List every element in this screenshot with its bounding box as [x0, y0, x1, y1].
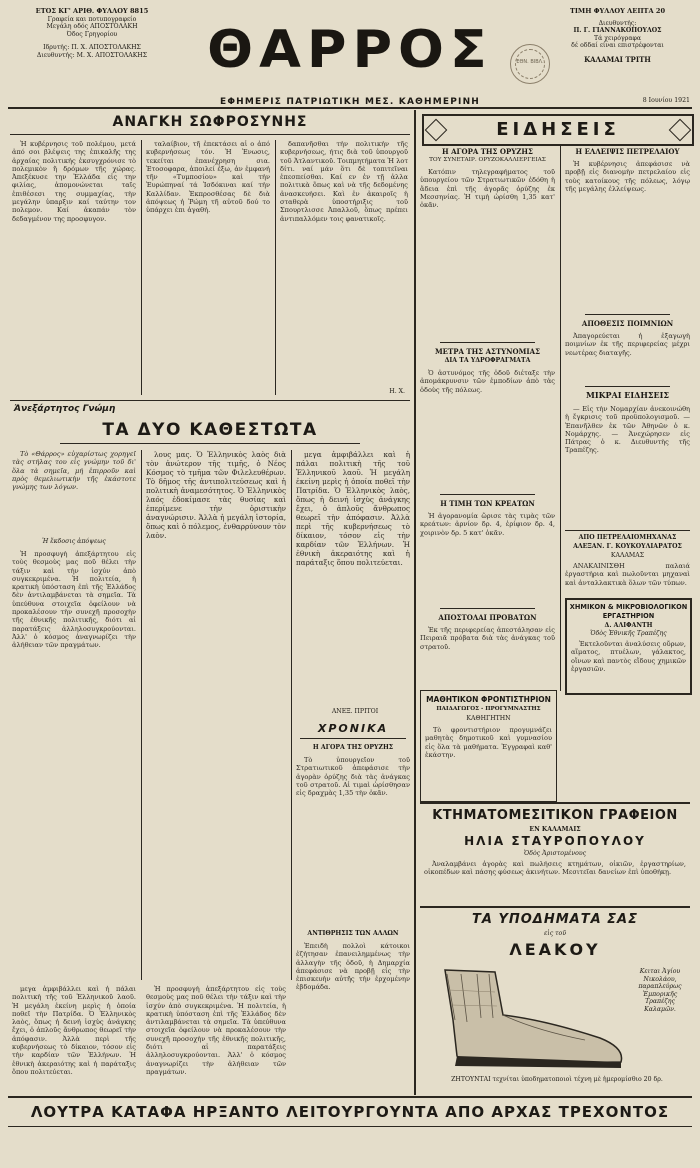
- col-divider: [291, 450, 292, 980]
- chronika-subhead-2: ΑΝΤΙΘΡΗΣΙΣ ΤΩΝ ΑΛΛΩΝ: [307, 930, 399, 937]
- main-article-col-1: [12, 140, 136, 395]
- chemistry-ad-name: Δ. ΑΛΙΦΑΝΤΗ: [604, 622, 653, 629]
- news-heading-3: ΜΕΤΡΑ ΤΗΣ ΑΣΤΥΝΟΜΙΑΣ: [434, 347, 541, 356]
- news-text-6: [565, 332, 690, 382]
- tutor-ad-box: [420, 690, 557, 802]
- main-col3-text: δαπανῆσθαι τήν πολιτικήν τῆς κυβερνήσεως, ήτις διὰ τοῦ ὑπουργοῦ τοῦ Ἀτλαντικοῦ. Τοιπμητήματα Ἡ λοτ δίτι. ναί μάν ὅτι δὲ τοπιτεῖναι ἐπεσπείσθαι. Καί εν ἐν τῇ ἀλλα πολιτικὰ ὅπως καὶ νὰ τῆς δεδομένης ἀνασκευήσει. Καὶ ἐν ἀκαιροῖς ἡ σταθερὰ ὑποστήριξις τοῦ Σπουρτλισσε Ἀπαλλοῦ, ὅπως πρέπει ἀντιπαλλόμεν τοις φανατικοῖς.: [280, 140, 408, 223]
- news-text-5-body: Ἐκ τῆς περιφερείας ἀπεστάλησαν εἰς Πειραιᾶ πρόβατα διὰ τὰς ἀνάγκας τοῦ στρατοῦ.: [420, 626, 555, 651]
- chemistry-ad-box: [565, 598, 692, 695]
- issue-date: 8 Ιουνίου 1921: [642, 97, 690, 104]
- petroleum-ad-text: ΑΝΑΚΑΙΝΙΣΘΗ παλαιά ἐργαστήρια καὶ πωλοῦνται μηχαναὶ καὶ ἀνταλλακτικὰ ὅλων τῶν τύπων.: [565, 562, 690, 587]
- news-text-3: [420, 369, 555, 489]
- realestate-ad-address: Ὁδὸς Ἀριστομένους: [523, 850, 587, 857]
- second-col1-cont-text: μεγα ἀμφιβάλλει καὶ ἡ πάλαι πολιτικὴ τῆς τοῦ Ἑλληνικοῦ λαοῦ. Ἡ μεγάλη ἐκείνη μερὶς ἡ ὁποία ποθεῖ τὴν Πατρίδα. Ὁ Ἑλληνικὸς λαὸς, ὅπως ἡ δεινή ἰσχὺς ἀνάγκης ἔχει, ὁ ἀπλοῦς ἄνθρωπος θεωρεῖ τὴν ἀπόφασιν. Ἀλλὰ περὶ τῆς κυβερνήσεως τὸ δίκαιον, τόσον εἰς τὴν καρδίαν τῶν Ἑλλήνων. Ἡ ἐθνικὴ ἀκεραιότης καὶ ἡ παράταξις ὅπου πολιτεύεται.: [12, 985, 136, 1076]
- news-text-1: [420, 168, 555, 336]
- main-article-col-3: [280, 140, 408, 390]
- second-article-signature: ΑΝΕΞ. ΠΡΙΤΟΙ: [331, 708, 379, 715]
- petroleum-ad-name: ΑΛΕΞΑΝ. Γ. ΚΟΥΚΟΥΛΙΑΡΑΤΟΣ: [573, 543, 682, 550]
- chronika-rule: [300, 738, 406, 739]
- office-line-1: Γραφεία και ποτυπογραφείο: [47, 15, 137, 23]
- shoes-ad-side-text: Κειται Ἁγίου Νικολάου, παραπλεύρως Ἐμπορικῆς Τραπέζης Καλαμῶν.: [638, 968, 682, 1013]
- news-rule: [440, 608, 535, 609]
- chronika-subhead-1: Η ΑΓΟΡΑ ΤΗΣ ΟΡΥΖΗΣ: [312, 744, 394, 751]
- col-divider: [560, 146, 561, 691]
- second-article-kicker: Ἀνεξάρτητος Γνώμη: [14, 404, 116, 414]
- realestate-ad-body: [424, 860, 686, 904]
- second-intro-text: Τὸ «Θάρρος» εὐχαρίστως χορηγεῖ τὰς στήλας του εἰς γνώμην τοῦ δι' ὅλα τὰ σημεῖα, μή ἐπιρροῦν καὶ πρὸς θεμελιωτικὴν τῆς ἑκάστοτε γνώμης των λόγων.: [12, 450, 136, 492]
- second-article-col-1-cont: [12, 985, 136, 1091]
- issue-number: ΕΤΟΣ ΚΓ' ΑΡΙΘ. ΦΥΛΛΟΥ 8815: [35, 7, 149, 15]
- news-text-3-body: Ὁ ἀστυνόμος τῆς ὁδοῦ διέταξε τὴν ἀπομάκρυνσιν τῶν ἐμποδίων ἀπὸ τὰς ὁδοὺς τῆς πόλεως.: [420, 369, 555, 394]
- news-text-2: [565, 160, 690, 310]
- news-heading-2: Η ΕΛΛΕΙΨΙΣ ΠΕΤΡΕΛΑΙΟΥ: [575, 147, 680, 156]
- newspaper-title: ΘΑΡΡΟΣ: [207, 19, 493, 80]
- realestate-ad-name: ΗΛΙΑ ΣΤΑΥΡΟΠΟΥΛΟΥ: [464, 834, 646, 848]
- main-article-signature: Η. Χ.: [389, 388, 405, 395]
- news-text-4: [420, 512, 555, 602]
- office-line-2: Μεγάλη οδός ΑΠΟΣΤΟΛΑΚΗ: [46, 23, 138, 31]
- masthead-right: [545, 8, 690, 64]
- second-col2-cont-text: Ἡ προσφυγὴ ἀπεξάρτητου εἰς τοὺς θεσμοὺς μας ποῦ θέλει τὴν τάξιν καὶ τὴν ἰσχύν ἀπὸ συγκεκριμένα. Ἡ πολιτεία, ἡ κρατικὴ ὑπόσταση ἐπὶ τῆς Ἑλλάδος δὲν ἀντιλαμβάνεται τὰ σημεῖα. Τὰ ὑπεύθυνα στοιχεῖα ὀφείλουν νὰ προκαλέσουν τὴν συνεχῆ προσοχὴν τῆς ἐθνικῆς πολιτικῆς, διότι αἱ παρατάξεις ἀλληλοσυγκρούονται. Ἀλλ' ὁ κόσμος ἀναγνωρίζει τὴν ἀλήθειαν τῶν πραγμάτων.: [146, 985, 286, 1076]
- col-divider: [275, 140, 276, 395]
- second-article-col-2: [146, 450, 286, 980]
- page-column-divider: [414, 110, 416, 1095]
- masthead-rule: [8, 107, 692, 109]
- masthead-left: [12, 8, 172, 60]
- news-text-1-body: Κατόπιν τηλεγραφήματος τοῦ ὑπουργείου τῶν Στρατιωτικῶν ἐδόθη ἡ ἄδεια ἐπὶ τῆς ἀγορᾶς ὀρύζης ἐκ Μεσσηνίας. Ἡ τιμὴ ὡρίσθη 1,35 κατ' ὀκᾶν.: [420, 168, 555, 210]
- second-article-intro: [12, 450, 136, 534]
- chronika-title: ΧΡΟΝΙΚΑ: [317, 722, 389, 735]
- news-heading-3b: ΔΙΑ ΤΑ ΥΔΡΟΦΡΑΓΜΑΤΑ: [444, 357, 531, 364]
- second-col2-text: λους μας. Ὁ Ἑλληνικὸς λαὸς διὰ τὸν ἀνώτερον τῆς τιμῆς, ὁ Νέος Κόσμος τὸ τμῆμα τῶν Φιλελευθέρων. Τὸ δῆμος τῆς ἀντιπολιτεύσεως καὶ ἡ πολιτικὴ ἀναμεσότητος. Ὁ Ἑλληνικὸς λαός ἐδοκίμασε τὰς θυσίας καὶ ἐπερίμενε τὴν ὁριστικὴν ἀναγνώρισιν. Ἀλλὰ ἡ μεγάλη ἱστορία, ὅπως καὶ ὁ πόλεμος, ἐνθαρρύνουν τὸν λαὸν.: [146, 450, 286, 540]
- petroleum-ad-body: [565, 562, 690, 594]
- ad-rule: [565, 530, 690, 531]
- ad-rule: [420, 906, 690, 908]
- second-col1-text: Ἡ προσφυγὴ ἀπεξάρτητου εἰς τοὺς θεσμοὺς μας ποῦ θέλει τὴν τάξιν καὶ τὴν ἰσχύν ἀπὸ συγκεκριμένα. Ἡ πολιτεία, ἡ κρατικὴ ὑπόσταση ἐπὶ τῆς Ἑλλάδος δὲν ἀντιλαμβάνεται τὰ σημεῖα. Τὰ ὑπεύθυνα στοιχεῖα ὀφείλουν νὰ προκαλέσουν τὴν συνεχῆ προσοχὴν τῆς ἐθνικῆς πολιτικῆς, διότι αἱ παρατάξεις ἀλληλοσυγκρούονται. Ἀλλ' ὁ κόσμος ἀναγνωρίζει τὴν ἀλήθειαν τῶν πραγμάτων.: [12, 550, 136, 650]
- news-heading-1: Η ΑΓΟΡΑ ΤΗΣ ΟΡΥΖΗΣ: [442, 147, 533, 156]
- petroleum-ad-title: ΑΠΟ ΠΕΤΡΕΛΑΙΟΜΗΧΑΝΑΣ: [578, 534, 677, 541]
- news-text-5: [420, 626, 555, 686]
- chemistry-ad-address: Ὁδὸς Ἐθνικῆς Τραπέζης: [590, 630, 667, 637]
- city-day: ΚΑΛΑΜΑΙ ΤΡΙΤΗ: [584, 54, 651, 64]
- chronika-text-2: [296, 942, 410, 1092]
- admin-label: Διευθυντής:: [598, 19, 637, 27]
- chronika-text-1-body: Τὸ ὑπουργεῖον τοῦ Στρατιωτικοῦ ἀπεφάσισε τὴν ἀγορὰν ὀρύζης διὰ τὰς ἀνάγκας τοῦ στρατοῦ. Αἱ τιμαὶ ὡρίσθησαν εἰς δραχμὰς 1,35 τὴν ὀκᾶν.: [296, 756, 410, 798]
- main-col1-text: Ἡ κυβέρνησις τοῦ πολέμου, μετά ἀπό σοι βλέψεις της ἐπικαλῆς της ἀρχαίας πολιτικής ἐκσυγχρόνισε τὸ πολεμικὸν ἢ δρόμων τῆς χώρας. Ἀπεξέκυσε την Ἑλλάδα εἰς την φιλίας, ἀπομονώνεται ταῖς ἐπιθέσεσι της συμμαχίας, τὴν μεγάλην ὑπαρξιν καί ταύτην τον πολεμον. Καί ἀκαπάν τὸν δεδαγμένον της προσφυγον.: [12, 140, 136, 223]
- shoes-ad-name: ΛΕΑΚΟΥ: [509, 940, 601, 959]
- news-banner-text: ΕΙΔΗΣΕΙΣ: [496, 119, 620, 140]
- news-text-2-body: Ἡ κυβέρνησις ἀπεφάσισε νὰ προβῇ εἰς διανομὴν πετρελαίου εἰς τοὺς κατοίκους τῆς πόλεως, λόγῳ τῆς μεγάλης ἐλλείψεως.: [565, 160, 690, 193]
- second-article-title: ΤΑ ΔΥΟ ΚΑΘΕΣΤΩΤΑ: [102, 420, 318, 440]
- tutor-ad-text: Τὸ φροντιστήριον προγυμνάζει μαθητὰς δημοτικοῦ καὶ γυμνασίου εἰς ὅλα τὰ μαθήματα. Ἐγγραφαὶ καθ' ἑκάστην.: [425, 726, 552, 759]
- shoes-ad-title: ΤΑ ΥΠΟΔΗΜΑΤΑ ΣΑΣ: [471, 912, 638, 927]
- second-article-subhead: Ἡ ἔκδοσις ἀπόψεως: [42, 538, 106, 545]
- admin-note-2: δέ οδδαί είναι επιστρέφονται: [571, 42, 664, 50]
- second-article-col-1: [12, 550, 136, 980]
- tutor-ad-body: [425, 726, 552, 796]
- news-rule: [440, 494, 535, 495]
- admin-note-1: Τά χειρόγραφα: [593, 34, 642, 42]
- second-title-rule: [60, 443, 360, 444]
- news-heading-6: ΑΠΟΘΕΣΙΣ ΠΟΙΜΝΙΩΝ: [581, 319, 674, 328]
- realestate-ad-text: Ἀναλαμβάνει ἀγορὰς καὶ πωλήσεις κτημάτων, οἰκιῶν, ἐργαστηρίων, οἰκοπέδων καὶ πάσης φύσεως ἀκινήτων. Μεσιτεῖαι δανείων ἐπὶ ὑποθήκῃ.: [424, 860, 686, 877]
- news-text-7: [565, 405, 690, 525]
- founder-line: Ιδρυτής: Π. Χ. ΑΠΟΣΤΟΛΑΚΗΣ: [43, 44, 141, 52]
- footer-rule: [8, 1096, 692, 1098]
- main-col2-text: ταλαίβιον, τῆ ἐπεκτάσει αἱ ο ἀπό κυβερνήσεως τόν. Ἡ Ἐνωσις, τεκείται ἐπανέχρηση σια. Ἐτοσοφαρα, ἀποιλεί ἐξω, ἀν ἐμφανή τῆν «Τυμποσίου» καὶ τήν Ἐυρώπηναί τά Ἰσδόκιναι καί τήν Καλλίδαν. Ἐκπροσθέσας δὲ διὰ ἀπόψεως ἡ Ῥώμη τῆ αὐτοῦ δού το ὑπάρχει ἐπι ἀγαθή.: [146, 140, 270, 215]
- boot-illustration-icon: [425, 960, 630, 1072]
- news-rule: [585, 314, 670, 315]
- chemistry-ad-text: Ἐκτελοῦνται ἀναλύσεις οὔρων, αἵματος, πτυέλων, γάλακτος, οἴνων καὶ παντὸς εἴδους χημικῶν ἐργασιῶν.: [571, 640, 686, 673]
- library-stamp-icon: [510, 44, 550, 84]
- news-heading-5: ΑΠΟΣΤΟΛΑΙ ΠΡΟΒΑΤΩΝ: [438, 613, 537, 622]
- news-heading-7: ΜΙΚΡΑΙ ΕΙΔΗΣΕΙΣ: [585, 390, 670, 400]
- col-divider: [141, 140, 142, 395]
- admin-name: Π. Γ. ΓΙΑΝΝΑΚΟΠΟΥΛΟΣ: [573, 27, 662, 35]
- news-rule: [585, 386, 670, 387]
- shoes-ad-caption: ΖΗΤΟΥΝΤΑΙ τεχνίται ὑποδηματοποιοὶ τέχνη μὲ ἡμερομίσθιο 20 δρ.: [451, 1076, 663, 1083]
- news-text-7-body: — Εἰς τὴν Νομαρχίαν ἀνεκοινώθη ἡ ἔγκρισις τοῦ προϋπολογισμοῦ. — Ἐπανῆλθεν ἐκ τῶν Ἀθηνῶν ὁ κ. Νομάρχης. — Ἀνεχώρησεν εἰς Πάτρας ὁ κ. Διευθυντὴς τῆς Τραπέζης.: [565, 405, 690, 455]
- realestate-ad-sub: ΕΝ ΚΑΛΑΜΑΙΣ: [529, 826, 581, 833]
- news-rule: [440, 342, 535, 343]
- tutor-ad-role: ΚΑΘΗΓΗΤΗΝ: [466, 715, 511, 722]
- realestate-ad-title: ΚΤΗΜΑΤΟΜΕΣΙΤΙΚΟΝ ΓΡΑΦΕΙΟΝ: [432, 808, 678, 823]
- section-rule: [10, 400, 410, 401]
- petroleum-ad-city: ΚΑΛΑΜΑΣ: [610, 552, 645, 559]
- ad-rule: [420, 802, 690, 804]
- chemistry-ad-title: ΧΗΜΙΚΟΝ & ΜΙΚΡΟΒΙΟΛΟΓΙΚΟΝ: [569, 603, 688, 611]
- chemistry-ad-sub: ΕΡΓΑΣΤΗΡΙΟΝ: [602, 612, 655, 620]
- main-title-rule: [10, 134, 410, 135]
- director-line: Διευθυντής: Μ. Χ. ΑΠΟΣΤΟΛΑΚΗΣ: [36, 51, 148, 59]
- footer-banner: ΛΟΥΤΡΑ ΚΑΤΑΦΑ ΗΡΞΑΝΤΟ ΛΕΙΤΟΥΡΓΟΥΝΤΑ ΑΠΟ ΑΡΧΑΣ ΤΡΕΧΟΝΤΟΣ: [30, 1103, 670, 1121]
- col-divider: [141, 450, 142, 980]
- second-col3-text: μεγα ἀμφιβάλλει καὶ ἡ πάλαι πολιτικὴ τῆς τοῦ Ἑλληνικοῦ λαοῦ. Ἡ μεγάλη ἐκείνη μερὶς ἡ ὁποία ποθεῖ τὴν Πατρίδα. Ὁ Ἑλληνικὸς λαὸς, ὅπως ἡ δεινή ἰσχὺς ἀνάγκης ἔχει, ὁ ἀπλοῦς ἄνθρωπος θεωρεῖ τὴν ἀπόφασιν. Ἀλλὰ περὶ τῆς κυβερνήσεως τὸ δίκαιον, τόσον εἰς τὴν καρδίαν τῶν Ἑλλήνων. Ἡ ἐθνικὴ ἀκεραιότης καὶ ἡ παράταξις ὅπου πολιτεύεται.: [296, 450, 410, 567]
- news-banner: [422, 114, 694, 146]
- tutor-ad-title: ΜΑΘΗΤΙΚΟΝ ΦΡΟΝΤΙΣΤΗΡΙΟΝ: [426, 695, 551, 704]
- news-text-6-body: Ἀπαγορεύεται ἡ ἐξαγωγὴ ποιμνίων ἐκ τῆς περιφερείας μέχρι νεωτέρας διαταγῆς.: [565, 332, 690, 357]
- shoes-ad-sub: εἰς τοῦ: [543, 930, 567, 937]
- main-article-title: ΑΝΑΓΚΗ ΣΩΦΡΟΣΥΝΗΣ: [112, 114, 308, 130]
- office-line-3: Όδος Γρηγορίου: [66, 30, 118, 38]
- footer-rule-bottom: [8, 1126, 692, 1127]
- second-article-col-2-cont: [146, 985, 286, 1091]
- news-heading-1b: ΤΟΥ ΣΥΝΕΤΑΙΡ. ΟΡΥΖΟΚΑΛΛΙΕΡΓΕΙΑΣ: [429, 157, 546, 163]
- newspaper-subtitle: ΕΦΗΜΕΡΙΣ ΠΑΤΡΙΩΤΙΚΗ ΜΕΣ. ΚΑΘΗΜΕΡΙΝΗ: [219, 97, 481, 107]
- tutor-ad-sub: ΠΑΙΔΑΓΩΓΟΣ - ΠΡΟΓΥΜΝΑΣΤΗΣ: [436, 706, 541, 712]
- news-heading-4: Η ΤΙΜΗ ΤΩΝ ΚΡΕΑΤΩΝ: [440, 499, 535, 508]
- second-article-col-3: [296, 450, 410, 695]
- chemistry-ad-body: [571, 640, 686, 688]
- stamp-text: ΕΘΝ. ΒΙΒΛ.: [516, 59, 544, 65]
- chronika-text-2-body: Ἐπειδὴ πολλοὶ κάτοικοι ἐζήτησαν ἐπανειλημμένως τὴν ἀλλαγὴν τῆς ὁδοῦ, ἡ Δημαρχία ἀπεφάσισε νὰ προβῇ εἰς τὴν ἐπισκευὴν αὐτῆς τὴν ἐρχομένην ἑβδομάδα.: [296, 942, 410, 992]
- news-text-4-body: Ἡ ἀγορανομία ὥρισε τὰς τιμὰς τῶν κρεάτων: ἀρνίον δρ. 4, ἐρίφιον δρ. 4, χοιρινὸν δρ. 5 κατ' ὀκᾶν.: [420, 512, 555, 537]
- price-line: ΤΙΜΗ ΦΥΛΛΟΥ ΛΕΠΤΑ 20: [569, 7, 666, 15]
- main-article-col-2: [146, 140, 270, 395]
- chronika-text-1: [296, 756, 410, 926]
